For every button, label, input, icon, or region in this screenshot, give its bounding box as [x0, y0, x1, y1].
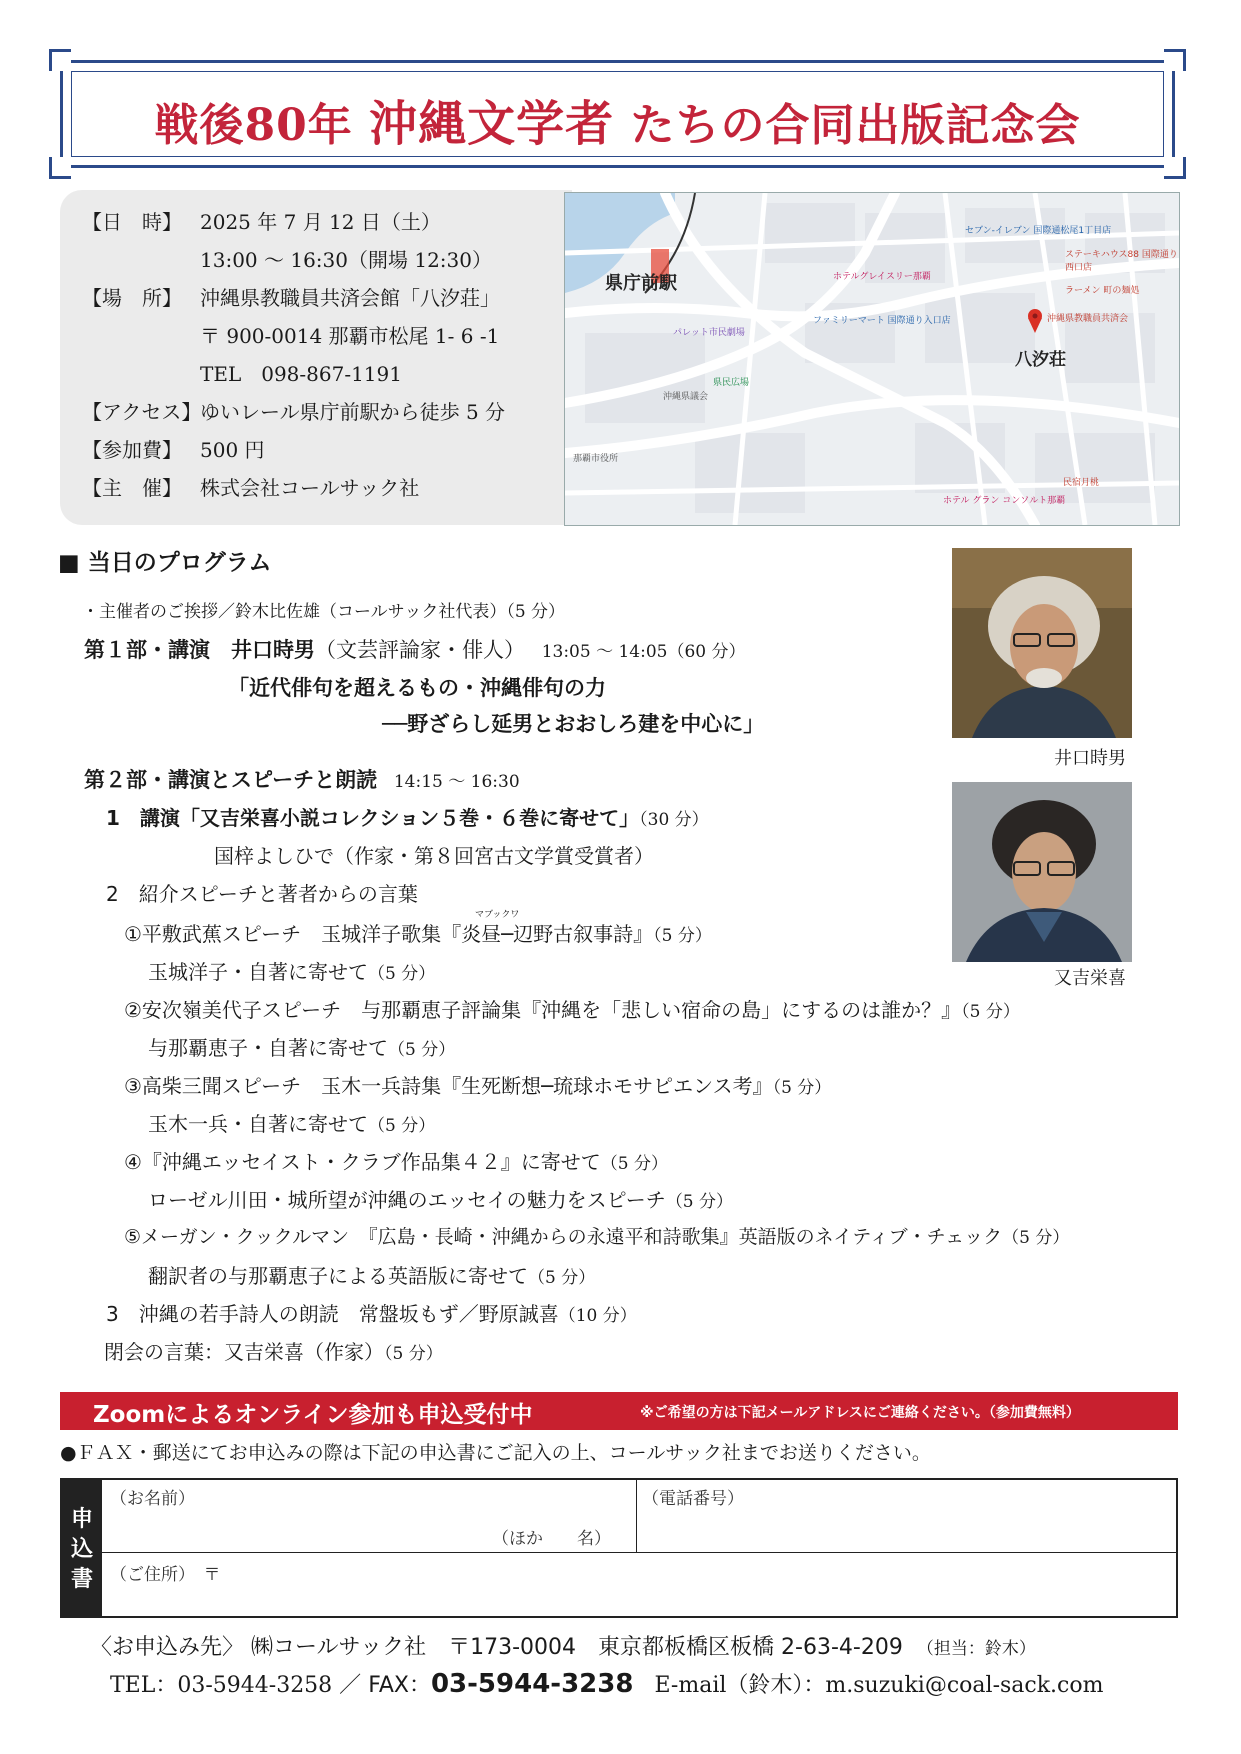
- part1-line: 第１部・講演 井口時男（文芸評論家・俳人） 13:05 ～ 14:05（60 分）: [84, 638, 746, 662]
- map-station-label: 県庁前駅: [605, 273, 677, 294]
- item1-speaker: 国梓よしひで（作家・第８回宮古文学賞受賞者）: [214, 844, 654, 868]
- map-label-steak: ステーキハウス88 国際通り西口店: [1065, 250, 1178, 273]
- page-title: [63, 85, 1172, 154]
- email-address[interactable]: E-mail（鈴木）：m.suzuki@coal-sack.com: [654, 1673, 1104, 1698]
- item2-line: 2 紹介スピーチと著者からの言葉: [106, 882, 418, 906]
- speech4-a: ④『沖縄エッセイスト・クラブ作品集４２』に寄せて（5 分）: [124, 1150, 668, 1174]
- photo-matayoshi: [952, 782, 1132, 962]
- contact-line1: 〈お申込み先〉 ㈱コールサック社 〒173-0004 東京都板橋区板橋 2-63-4-209 （担当：鈴木）: [90, 1635, 1036, 1660]
- title-part3: たちの合同出版記念会: [630, 100, 1081, 151]
- name-field[interactable]: [182, 1492, 482, 1542]
- speech1-b: 玉城洋子・自著に寄せて（5 分）: [148, 960, 436, 984]
- zoom-banner-main: Zoomによるオンライン参加も申込受付中: [93, 1402, 533, 1428]
- map-label-seven: セブン-イレブン 国際通松尾1丁目店: [965, 226, 1112, 236]
- map-label-kenmin: 県民広場: [713, 378, 750, 388]
- zoom-banner-note: ※ご希望の方は下記メールアドレスにご連絡ください。（参加費無料）: [640, 1405, 1080, 1421]
- form-phone-label: （電話番号）: [642, 1489, 744, 1509]
- phone-field[interactable]: [662, 1492, 1162, 1542]
- form-address-label: （ご住所） 〒: [110, 1565, 221, 1585]
- map-label-cityhall: 那覇市役所: [573, 454, 619, 464]
- form-side-label: 申 込 書: [62, 1480, 102, 1616]
- title-part1: 戦後80年: [154, 100, 353, 151]
- map-label-palette: パレット市民劇場: [673, 328, 745, 338]
- speech3-b: 玉木一兵・自著に寄せて（5 分）: [148, 1112, 436, 1136]
- event-info-box: [60, 190, 572, 525]
- speech5-b: 翻訳者の与那覇恵子による英語版に寄せて（5 分）: [148, 1264, 596, 1288]
- info-row-address: 〒 900-0014 那覇市松尾 1- 6 -1: [200, 324, 500, 348]
- map-label-gracery: ホテルグレイスリー那覇: [833, 272, 931, 282]
- fax-note: ●ＦＡＸ・郵送にてお申込みの際は下記の申込書にご記入の上、コールサック社までお送りください。: [60, 1442, 931, 1464]
- map-label-grand: ホテル グラン コンソルト那覇: [943, 496, 1066, 506]
- info-row-time: 13:00 ～ 16:30（開場 12:30）: [200, 248, 492, 272]
- info-row-venue: 【場 所】 沖縄県教職員共済会館「八汐荘」: [82, 286, 500, 310]
- form-name-label: （お名前）: [110, 1489, 195, 1509]
- part1-title-line2: ──野ざらし延男とおおしろ建を中心に」: [382, 712, 765, 736]
- part1-title-line1: 「近代俳句を超えるもの・沖縄俳句の力: [228, 676, 606, 700]
- info-row-fee: 【参加費】 500 円: [82, 438, 265, 462]
- map-venue-label: 八汐荘: [1015, 350, 1066, 370]
- item3-line: 3 沖縄の若手詩人の朗読 常盤坂もず／野原誠喜（10 分）: [106, 1302, 637, 1326]
- address-field[interactable]: [262, 1560, 1142, 1610]
- photo-caption-matayoshi: 又吉栄喜: [1054, 968, 1126, 989]
- speech2-a: ②安次嶺美代子スピーチ 与那覇恵子評論集『沖縄を「悲しい宿命の島」にするのは誰か？』（5 分）: [124, 998, 1020, 1022]
- info-row-date: 【日 時】 2025 年 7 月 12 日（土）: [82, 210, 441, 234]
- closing-line: 閉会の言葉：又吉栄喜（作家）（5 分）: [104, 1340, 443, 1364]
- map-label-familymart: ファミリーマート 国際通り入口店: [813, 316, 951, 326]
- title-frame: [60, 60, 1175, 168]
- speech2-b: 与那覇恵子・自著に寄せて（5 分）: [148, 1036, 456, 1060]
- map-label-minshuku: 民宿月桃: [1063, 478, 1100, 488]
- map-label-ramen: ラーメン 町の麺処: [1065, 286, 1140, 296]
- item1-line: 1 講演「又吉栄喜小説コレクション５巻・６巻に寄せて」（30 分）: [106, 806, 709, 830]
- info-row-host: 【主 催】 株式会社コールサック社: [82, 476, 420, 500]
- map-pin-label: 沖縄県教職員共済会: [1047, 314, 1129, 324]
- photo-iguchi: [952, 548, 1132, 738]
- venue-map: [564, 192, 1180, 526]
- title-part2: 沖縄文学者: [369, 96, 615, 152]
- part2-line: 第２部・講演とスピーチと朗読 14:15 ～ 16:30: [84, 768, 520, 792]
- program-greeting: ・主催者のご挨拶／鈴木比佐雄（コールサック社代表）（5 分）: [82, 602, 566, 622]
- speech3-a: ③高柴三聞スピーチ 玉木一兵詩集『生死断想─琉球ホモサピエンス考』（5 分）: [124, 1074, 832, 1098]
- application-form: [60, 1478, 1178, 1618]
- contact-line2: TEL：03-5944-3258 ／ FAX：03-5944-3238 E-mail（鈴木）：m.suzuki@coal-sack.com: [110, 1669, 1104, 1699]
- speech4-b: ローゼル川田・城所望が沖縄のエッセイの魅力をスピーチ（5 分）: [148, 1188, 734, 1212]
- photo-caption-iguchi: 井口時男: [1054, 748, 1126, 769]
- program-heading: ■ 当日のプログラム: [58, 549, 272, 576]
- info-row-access: 【アクセス】ゆいレール県庁前駅から徒歩 5 分: [82, 400, 506, 424]
- ruby-text: マブックワ: [475, 910, 520, 920]
- info-row-tel: TEL 098-867-1191: [200, 362, 402, 386]
- form-others-label: （ほか 名）: [492, 1529, 611, 1549]
- zoom-banner: [60, 1392, 1178, 1430]
- fax-number: 03-5944-3238: [430, 1669, 634, 1699]
- speech1-a: ①平敷武蕉スピーチ 玉城洋子歌集『炎昼─辺野古叙事詩』（5 分）: [124, 922, 712, 946]
- map-label-gikai: 沖縄県議会: [663, 392, 709, 402]
- speech5-a: ⑤メーガン・クックルマン 『広島・長崎・沖縄からの永遠平和詩歌集』英語版のネイティブ・チェック（5 分）: [124, 1226, 1070, 1248]
